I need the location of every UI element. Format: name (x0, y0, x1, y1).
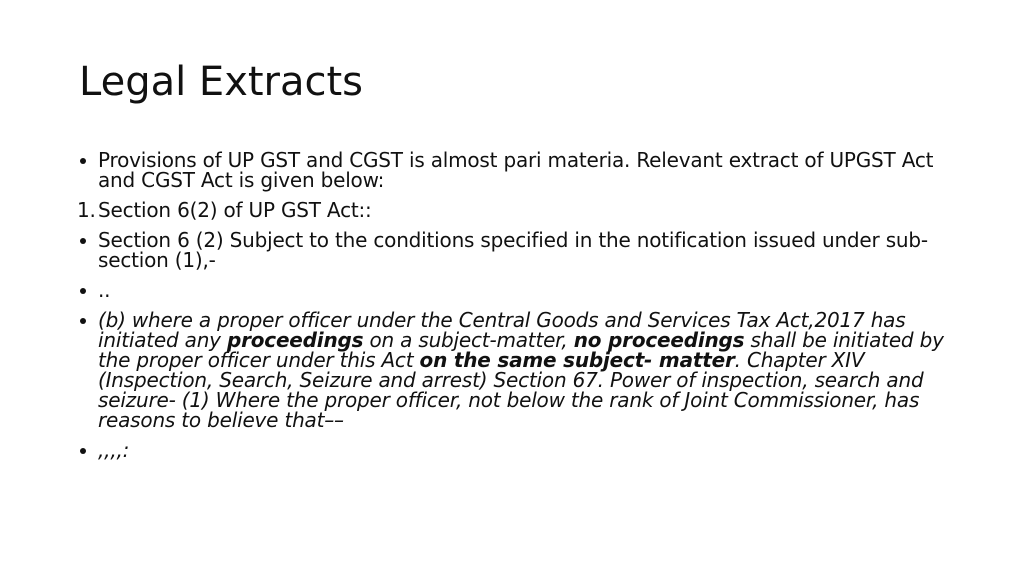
text-segment: on a subject-matter, (363, 328, 574, 352)
list-item-text (98, 308, 944, 432)
text-segment: . Chapter XIV (Inspection, Search, Seizure and arrest) Section 67. Power of inspection, search and seizure- (1) Where the proper officer, not below the rank of Joint Commissioner, has reasons to believe that–– (98, 348, 924, 432)
list-item (78, 440, 948, 460)
text-segment: shall be initiated by the proper officer under this Act (98, 328, 944, 372)
slide-title: Legal Extracts (79, 59, 364, 105)
emphasis-same-subject-matter: on the same subject- matter (419, 348, 735, 372)
slide-content (78, 150, 948, 470)
list-item (78, 310, 948, 430)
text-segment: (b) where a proper officer under the Central Goods and Services Tax Act,2017 has initiated any (98, 308, 906, 352)
list-item-text: ,,,,: (98, 438, 130, 462)
list-item-text: Section 6 (2) Subject to the conditions specified in the notification issued under sub-section (1),- (98, 228, 928, 272)
list-item-text: Provisions of UP GST and CGST is almost pari materia. Relevant extract of UPGST Act and CGST Act is given below: (98, 148, 934, 192)
list-item (78, 280, 948, 300)
list-item-text: .. (98, 278, 111, 302)
emphasis-no-proceedings: no proceedings (573, 328, 745, 352)
list-item (78, 230, 948, 270)
list-item-text: Section 6(2) of UP GST Act:: (98, 198, 372, 222)
list-item (78, 150, 948, 190)
list-item (78, 200, 948, 220)
emphasis-proceedings: proceedings (226, 328, 364, 352)
list-number: 1. (77, 198, 96, 222)
